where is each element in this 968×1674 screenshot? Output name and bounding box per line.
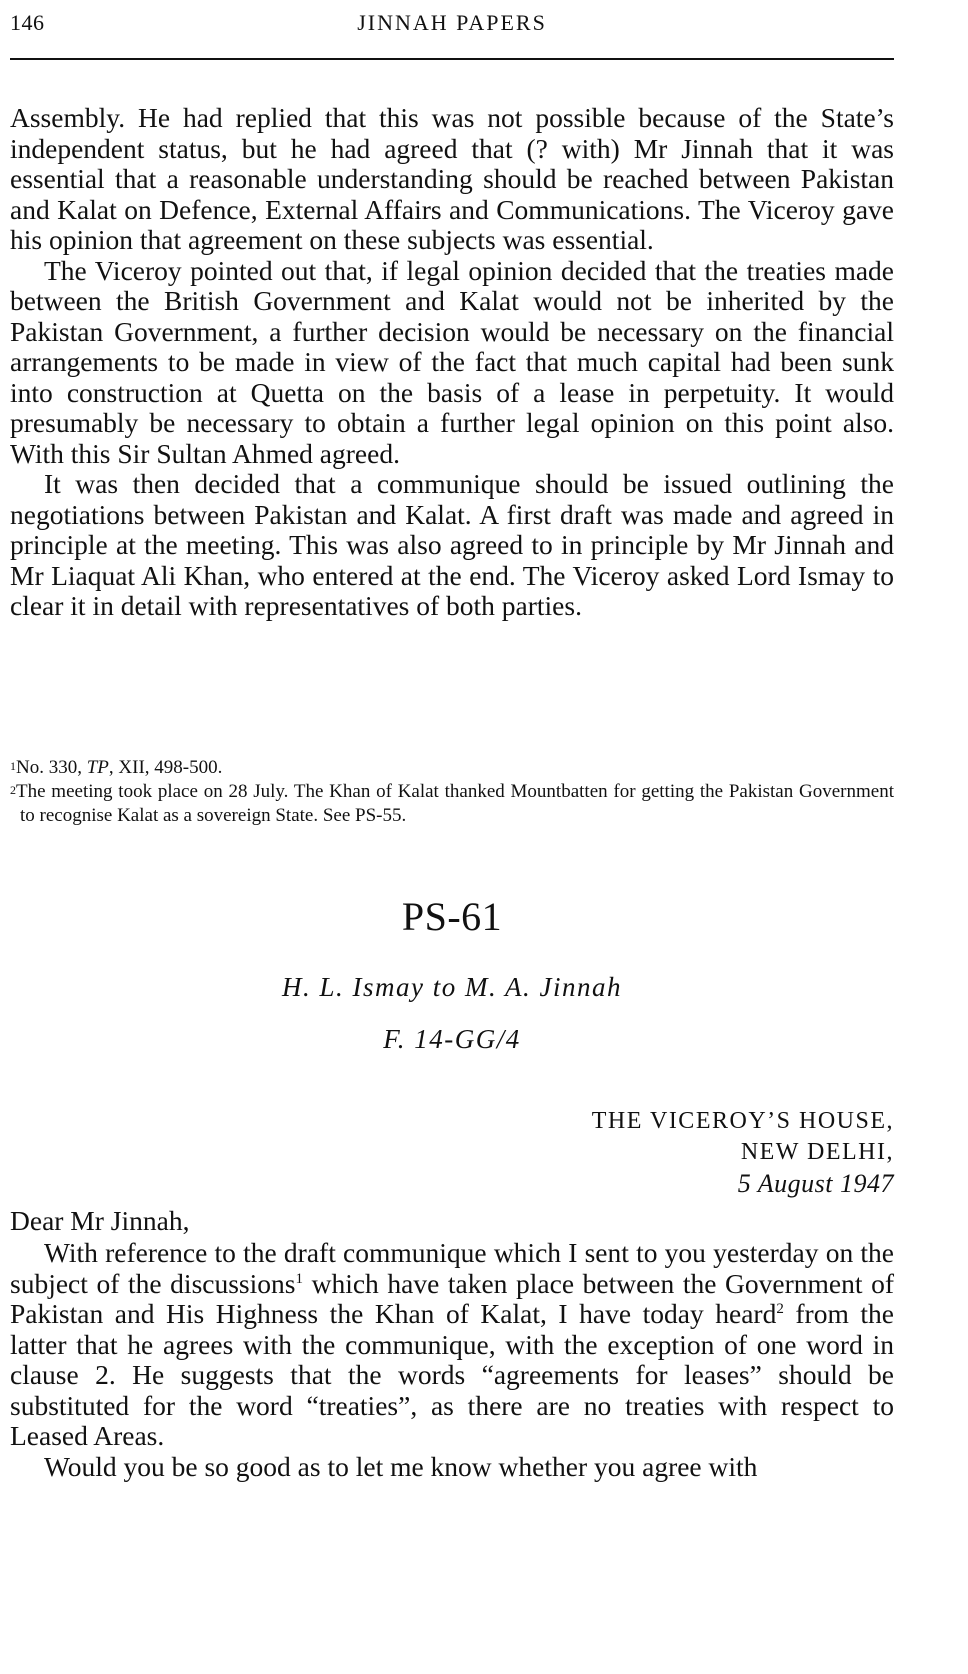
paragraph: Would you be so good as to let me know whether you agree with [44, 1450, 758, 1482]
letter-body [10, 1238, 894, 1482]
continued-text [10, 103, 894, 622]
footnotes [10, 756, 894, 828]
paragraph [10, 1238, 894, 1452]
salutation: Dear Mr Jinnah, [10, 1205, 190, 1236]
document-parties: H. L. Ismay to M. A. Jinnah [282, 972, 622, 1002]
paragraph: It was then decided that a communique should be issued outlining the negotiations between Pakistan and Kalat. A first draft was made and agreed in principle at the meeting. This was also agreed to in principle by Mr Jinnah and Mr Liaquat Ali Khan, who entered at the end. The Viceroy asked Lord Ismay to clear it in detail with representatives of both parties. [10, 468, 894, 621]
paragraph: The Viceroy pointed out that, if legal opinion decided that the treaties made between the British Government and Kalat would not be inherited by the Pakistan Government, a further decision would be necessary on the financial arrangements to be made in view of the fact that much capital had been sunk into construction at Quetta on the basis of a lease in perpetuity. It would presumably be necessary to obtain a further legal opinion on this point also. With this Sir Sultan Ahmed agreed. [10, 254, 894, 469]
footnote-source-abbrev: TP [86, 757, 109, 778]
footnote [10, 756, 894, 780]
footnote-mark: 1 [10, 759, 16, 773]
document-number: PS-61 [401, 894, 503, 939]
note-reference: 1 [295, 1270, 303, 1287]
address-line: THE VICEROY’S HOUSE, [591, 1108, 894, 1134]
book-title: JINNAH PAPERS [357, 10, 547, 35]
footnote-text: No. 330, [16, 757, 87, 778]
paragraph: Assembly. He had replied that this was not possible because of the State’s independent status, but he had agreed that (? with) Mr Jinnah that it was essential that a reasonable understanding should be reached between Pakistan and Kalat on Defence, External Affairs and Communications. The Viceroy gave his opinion that agreement on these subjects was essential. [10, 102, 894, 255]
paragraph-text: from the latter that he agrees with the communique, with the exception of one word in clause 2. He suggests that the words “agreements for leases” should be substituted for the word “treaties”, as there are no treaties with respect to Leased Areas. [10, 1298, 894, 1451]
note-reference: 2 [776, 1300, 784, 1317]
document-reference: F. 14-GG/4 [383, 1024, 521, 1054]
footnote-mark: 2 [10, 783, 16, 797]
letter-date: 5 August 1947 [737, 1169, 894, 1198]
running-head [10, 6, 894, 42]
footnote-text: The meeting took place on 28 July. The Khan of Kalat thanked Mountbatten for getting the Pakistan Government to recognise Kalat as a sovereign State. See PS-55. [16, 781, 894, 826]
paragraph-text: which have taken place between the Government of Pakistan and His Highness the Khan of Kalat, I have today heard [10, 1267, 894, 1329]
footnote-text: , XII, 498-500. [108, 757, 223, 778]
sender-address [592, 1106, 894, 1199]
paragraph-text: With reference to the draft communique which I sent to you yesterday on the subject of the discussions [10, 1237, 894, 1299]
page-number: 146 [10, 10, 45, 35]
header-rule [10, 58, 894, 60]
address-line: NEW DELHI, [740, 1139, 894, 1165]
footnote [10, 780, 894, 828]
